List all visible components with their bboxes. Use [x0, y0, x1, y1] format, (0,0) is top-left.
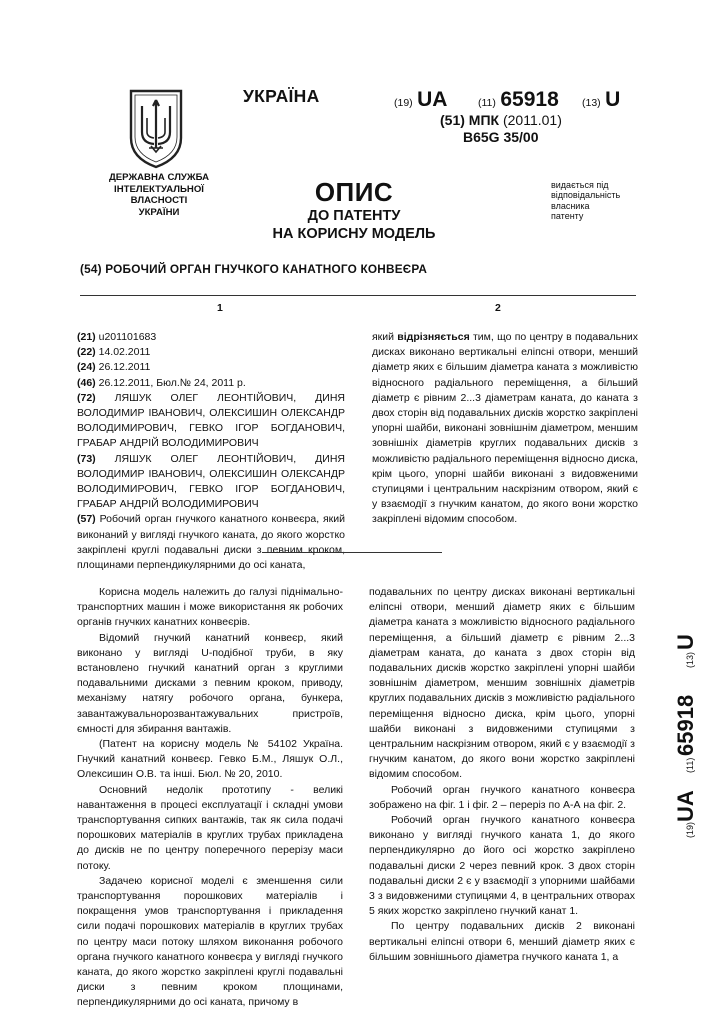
vertical-patent-number: 65918	[673, 694, 698, 756]
note-line: патенту	[551, 210, 584, 221]
column-number-left: 1	[217, 302, 223, 314]
application-number: u201101683	[98, 331, 157, 343]
note-line: відповідальність	[551, 190, 621, 201]
inid-tag: (24)	[77, 361, 96, 374]
ipc-code: B65G 35/00	[463, 129, 539, 145]
inid-tag-54: (54)	[80, 262, 102, 276]
patent-number-block	[478, 88, 559, 112]
inid-tag: (22)	[77, 346, 96, 359]
vertical-kind-code: U	[673, 634, 698, 650]
paragraph: (Патент на корисну модель № 54102 Україна. Гнучкий канатний конвеєр. Гевко Б.М., Ляшук О.Л., Олексишин О.В. та інші. Бюл. № 20, 2010.	[77, 738, 343, 781]
agency-name	[95, 172, 223, 218]
agency-line: УКРАЇНИ	[138, 206, 180, 218]
inid-tag-19: (19)	[394, 97, 413, 109]
claim-start: Робочий орган гнучкого канатного конвеєра, який виконаний у вигляді гнучкого каната, до якого жорстко закріплені круглі подавальні диски з певним кроком, площинами перпендикулярними до осі каната,	[77, 513, 346, 572]
document-title: ОПИС	[314, 177, 394, 207]
vertical-tag-11: (11)	[685, 757, 695, 773]
vertical-patent-id	[662, 590, 702, 840]
invention-title	[80, 262, 427, 276]
claim-continuation	[372, 330, 638, 528]
kind-code-block	[582, 88, 620, 112]
ipc-classification	[440, 112, 562, 128]
column-number-right: 2	[495, 302, 501, 314]
vertical-tag-13: (13)	[685, 651, 695, 668]
paragraph: Робочий орган гнучкого канатного конвеєра зображено на фіг. 1 і фіг. 2 – переріз по А-А на фіг. 2.	[369, 783, 635, 811]
vertical-tag-19: (19)	[685, 821, 695, 838]
agency-line: ІНТЕЛЕКТУАЛЬНОЇ	[114, 183, 204, 195]
ipc-label: МПК	[468, 112, 500, 128]
note-line: власника	[551, 200, 590, 211]
invention-title-text: РОБОЧИЙ ОРГАН ГНУЧКОГО КАНАТНОГО КОНВЕЄРА	[105, 262, 428, 276]
claim-text: тим, що по центру в подавальних дисках виконано вертикальні еліпсні отвори, менший діаметр яких є більшим діаметра каната з можливістю відносного радіального переміщення, а більший діаметр є рівним 2...3 діаметрам каната, до каната з двох сторін від подавальних дисків жорстко закріплені упорні шайби, виконані зовнішнім діаметром, меншим зовнішніх діаметрів круглих подавальних дисків з можливістю радіального переміщення відносно диска, крім цього, упорні шайби виконані з видовженими ступицями і центральним наскрізним отвором, який є у взаємодії з гнучким канатом, до якого вони жорстко закріплені відомим способом.	[372, 331, 639, 526]
patent-number: 65918	[500, 88, 559, 111]
bibliographic-data	[77, 330, 345, 573]
country-name: УКРАЇНА	[243, 86, 320, 106]
ipc-version: (2011.01)	[502, 112, 562, 128]
inid-tag: (46)	[77, 376, 96, 389]
divider-middle	[262, 552, 442, 553]
paragraph: Корисна модель належить до галузі піднімально-транспортних машин і може використання як робочих органів гнучких канатних конвеєрів.	[77, 586, 343, 629]
document-subtitle-1: ДО ПАТЕНТУ	[307, 208, 401, 224]
filing-date: 14.02.2011	[98, 346, 151, 359]
claim-text: який	[372, 331, 395, 343]
inid-tag-11: (11)	[478, 97, 496, 109]
paragraph: Відомий гнучкий канатний конвеєр, який виконано у вигляді U-подібної труби, в яку встановлено гнучкий канатний орган з круглими подавальними дисками з певним кроком, приводу, механізму натягу робочого органа, бункера, завантажувальнорозвантажувальних пристроїв, ємності для збирання вантажів.	[77, 631, 343, 735]
paragraph: По центру подавальних дисків 2 виконані вертикальні еліпсні отвори 6, менший діаметр яких є більшим зовнішнього діаметра гнучкого каната 1, а	[369, 920, 635, 963]
note-line: видається під	[551, 180, 609, 190]
country-code: UA	[417, 88, 448, 111]
description-right-column	[369, 585, 635, 965]
paragraph: Задачею корисної моделі є зменшення сили транспортування порошкових матеріалів і покращення умов транспортування і прикладення сили подачі порошкових матеріалів в круглих трубах по центру маси потоку шляхом виконання робочого органа гнучкого канатного конвеєра у вигляді гнучкого каната, до якого жорстко закріплені круглі подавальні диски з певним кроком площинами, перпендикулярними до осі каната, причому в	[77, 874, 343, 1009]
paragraph: Основний недолік прототипу - великі навантаження в процесі експлуатації і складні умови транспортування сипких вантажів, так як сила подачі порошкових матеріалів в круглих трубах прикладена до дисків не по центру поперечного перерізу маси потоку.	[77, 783, 343, 872]
kind-code: U	[605, 88, 621, 111]
description-left-column	[77, 585, 343, 1011]
paragraph: Робочий орган гнучкого канатного конвеєра виконано у вигляді гнучкого каната 1, до якого перпендикулярно до його осі жорстко закріплено подавальні диски 2 через певний крок. З двох сторін подавальні диски 2 є у взаємодії з упорними шайбами 3 з видовженими ступицями 4, в центральних отворах 5 яких жорстко закріплено гнучкий канат 1.	[369, 814, 635, 918]
agency-line: ДЕРЖАВНА СЛУЖБА	[108, 172, 210, 183]
country-code-block	[394, 88, 447, 112]
divider-top	[80, 295, 636, 296]
inid-tag: (57)	[77, 513, 96, 526]
publication-date: 26.12.2011, Бюл.№ 24, 2011 р.	[98, 376, 246, 389]
inid-tag: (21)	[77, 331, 96, 343]
inid-tag: (72)	[77, 391, 96, 404]
coat-of-arms-emblem	[127, 88, 185, 170]
inventors: ЛЯШУК ОЛЕГ ЛЕОНТІЙОВИЧ, ДИНЯ ВОЛОДИМИР ІВАНОВИЧ, ОЛЕКСИШИН ОЛЕКСАНДР ВОЛОДИМИРОВИЧ, ГЕВКО ІГОР БОГДАНОВИЧ, ГРАБАР АНДРІЙ ВОЛОДИМИРОВИЧ	[77, 391, 345, 450]
inid-tag-13: (13)	[582, 97, 601, 109]
paragraph: подавальних по центру дисках виконані вертикальні еліпсні отвори, менший діаметр яких є більшим діаметра каната з можливістю відносного радіального переміщення, а більший діаметр є рівним 2...3 діаметрам каната, до каната з двох сторін від подавальних дисків жорстко закріплені упорні шайби зовнішнім діаметром, меншим зовнішніх діаметрів круглих подавальних дисків з можливістю радіального переміщення відносно диска, крім цього, упорні шайби виконані з видовженими ступицями з центральним наскрізним отвором, який є у взаємодії з гнучким канатом, до якого вони жорстко закріплені відомим способом.	[369, 586, 635, 781]
effective-date: 26.12.2011	[98, 361, 151, 374]
responsibility-note	[551, 180, 641, 221]
claim-keyword: відрізняється	[397, 331, 470, 343]
inid-tag-51: (51)	[440, 112, 465, 128]
document-subtitle-2: НА КОРИСНУ МОДЕЛЬ	[272, 226, 436, 242]
owners: ЛЯШУК ОЛЕГ ЛЕОНТІЙОВИЧ, ДИНЯ ВОЛОДИМИР ІВАНОВИЧ, ОЛЕКСИШИН ОЛЕКСАНДР ВОЛОДИМИРОВИЧ, ГЕВКО ІГОР БОГДАНОВИЧ, ГРАБАР АНДРІЙ ВОЛОДИМИРОВИЧ	[77, 452, 345, 511]
agency-line: ВЛАСНОСТІ	[130, 195, 188, 207]
vertical-country-code: UA	[673, 790, 698, 822]
inid-tag: (73)	[77, 452, 96, 465]
